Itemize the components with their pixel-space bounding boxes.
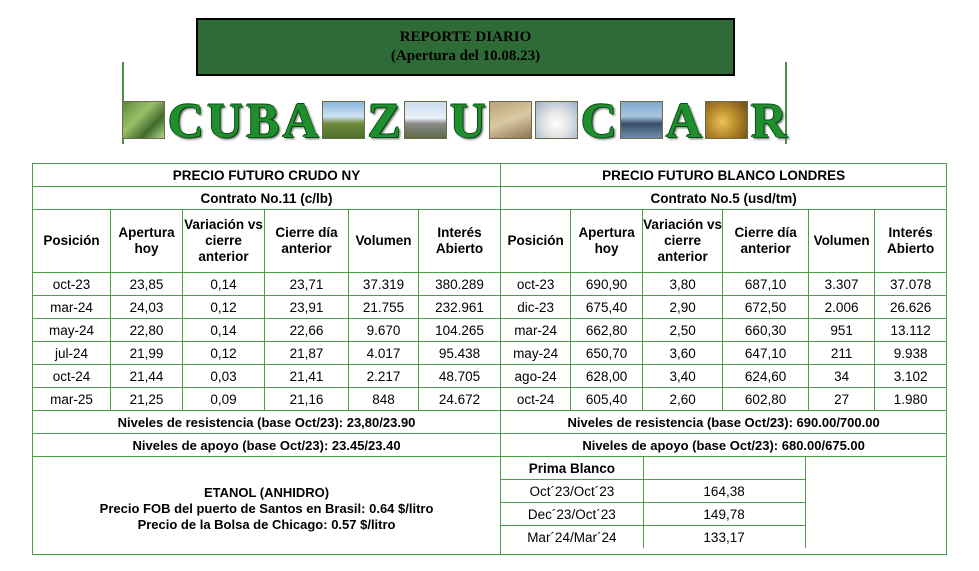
london-cell: 2.006 <box>809 296 875 319</box>
london-col-interes: Interés Abierto <box>875 210 947 273</box>
london-cell: 1.980 <box>875 388 947 411</box>
ny-cell: 0,14 <box>183 319 265 342</box>
london-cell: 13.112 <box>875 319 947 342</box>
report-title: REPORTE DIARIO <box>399 29 532 45</box>
ny-cell: 21,25 <box>111 388 183 411</box>
white-sugar-photo-icon <box>535 101 578 139</box>
london-col-variacion: Variación vs cierre anterior <box>643 210 723 273</box>
prima-period: Dec´23/Oct´23 <box>501 503 643 526</box>
ny-cell: 0,03 <box>183 365 265 388</box>
ny-cell: 4.017 <box>349 342 419 365</box>
ny-cell: 0,12 <box>183 296 265 319</box>
etanol-chicago-price: Precio de la Bolsa de Chicago: 0.57 $/litro <box>137 516 396 532</box>
london-cell: 602,80 <box>723 388 809 411</box>
cargo-ship-photo-icon <box>620 101 663 139</box>
ny-cell: may-24 <box>33 319 111 342</box>
ny-support-levels: Niveles de apoyo (base Oct/23): 23.45/23.40 <box>33 434 501 457</box>
ny-cell: 0,14 <box>183 273 265 296</box>
london-col-volumen: Volumen <box>809 210 875 273</box>
ny-col-variacion: Variación vs cierre anterior <box>183 210 265 273</box>
prima-title: Prima Blanco <box>501 457 643 480</box>
cane-field-photo-icon <box>322 101 365 139</box>
ny-cell: 23,71 <box>265 273 349 296</box>
london-cell: mar-24 <box>501 319 571 342</box>
logo-letter-a: A <box>282 92 319 148</box>
london-cell: 3.102 <box>875 365 947 388</box>
prima-blank-area <box>805 457 946 548</box>
london-cell: may-24 <box>501 342 571 365</box>
ny-cell: 21.755 <box>349 296 419 319</box>
london-cell: 660,30 <box>723 319 809 342</box>
report-date: (Apertura del 10.08.23) <box>390 48 541 64</box>
ny-col-volumen: Volumen <box>349 210 419 273</box>
prima-value: 164,38 <box>643 480 805 503</box>
logo-letter-r: R <box>750 92 788 148</box>
london-contract: Contrato No.5 (usd/tm) <box>501 187 947 210</box>
logo-letter-z: Z <box>367 92 401 148</box>
london-cell: 2,50 <box>643 319 723 342</box>
ny-cell: 2.217 <box>349 365 419 388</box>
prima-value: 149,78 <box>643 503 805 526</box>
logo-letter-c2: C <box>580 92 617 148</box>
london-cell: 951 <box>809 319 875 342</box>
table-row <box>33 273 947 296</box>
table-row <box>33 388 947 411</box>
sugar-mill-photo-icon <box>404 101 447 139</box>
london-cell: 2,90 <box>643 296 723 319</box>
ny-cell: 95.438 <box>419 342 501 365</box>
etanol-title: ETANOL (ANHIDRO) <box>203 484 330 500</box>
ny-col-interes: Interés Abierto <box>419 210 501 273</box>
logo-letter-a2: A <box>665 92 702 148</box>
ny-contract: Contrato No.11 (c/lb) <box>33 187 501 210</box>
ny-cell: 104.265 <box>419 319 501 342</box>
london-cell: ago-24 <box>501 365 571 388</box>
london-cell: 624,60 <box>723 365 809 388</box>
london-support-levels: Niveles de apoyo (base Oct/23): 680.00/675.00 <box>501 434 947 457</box>
futures-price-table <box>32 163 947 555</box>
london-cell: 211 <box>809 342 875 365</box>
london-resistance-levels: Niveles de resistencia (base Oct/23): 690.00/700.00 <box>501 411 947 434</box>
london-cell: dic-23 <box>501 296 571 319</box>
ny-col-apertura: Apertura hoy <box>111 210 183 273</box>
gold-coins-photo-icon <box>705 101 748 139</box>
london-col-posicion: Posición <box>501 210 571 273</box>
logo-letter-u: U <box>207 92 244 148</box>
ny-cell: 0,12 <box>183 342 265 365</box>
london-cell: 605,40 <box>571 388 643 411</box>
ny-cell: 24,03 <box>111 296 183 319</box>
london-cell: 628,00 <box>571 365 643 388</box>
london-cell: oct-23 <box>501 273 571 296</box>
ny-cell: 9.670 <box>349 319 419 342</box>
ny-cell: 22,66 <box>265 319 349 342</box>
prima-section <box>501 457 947 555</box>
london-cell: 662,80 <box>571 319 643 342</box>
london-cell: 3.307 <box>809 273 875 296</box>
london-cell: 672,50 <box>723 296 809 319</box>
ny-cell: mar-25 <box>33 388 111 411</box>
ny-cell: 37.319 <box>349 273 419 296</box>
ny-cell: 48.705 <box>419 365 501 388</box>
prima-value: 133,17 <box>643 526 805 549</box>
london-cell: 2,60 <box>643 388 723 411</box>
ny-col-cierre: Cierre día anterior <box>265 210 349 273</box>
london-title: PRECIO FUTURO BLANCO LONDRES <box>501 164 947 187</box>
cubazucar-logo <box>122 92 787 148</box>
ny-cell: 21,99 <box>111 342 183 365</box>
ny-cell: 21,44 <box>111 365 183 388</box>
ny-cell: oct-23 <box>33 273 111 296</box>
london-cell: 3,80 <box>643 273 723 296</box>
ny-cell: 848 <box>349 388 419 411</box>
ny-cell: 21,41 <box>265 365 349 388</box>
ny-cell: 24.672 <box>419 388 501 411</box>
sugar-sack-photo-icon <box>489 101 532 139</box>
table-row <box>33 319 947 342</box>
ny-cell: 23,85 <box>111 273 183 296</box>
ny-resistance-levels: Niveles de resistencia (base Oct/23): 23,80/23.90 <box>33 411 501 434</box>
london-cell: 27 <box>809 388 875 411</box>
london-cell: 34 <box>809 365 875 388</box>
ny-cell: 380.289 <box>419 273 501 296</box>
prima-blanco-table <box>501 457 946 548</box>
london-cell: 3,60 <box>643 342 723 365</box>
table-row <box>33 365 947 388</box>
ny-cell: 21,16 <box>265 388 349 411</box>
prima-period: Oct´23/Oct´23 <box>501 480 643 503</box>
logo-letter-u2: U <box>449 92 486 148</box>
london-cell: 650,70 <box>571 342 643 365</box>
london-cell: 37.078 <box>875 273 947 296</box>
ny-cell: 22,80 <box>111 319 183 342</box>
ny-col-posicion: Posición <box>33 210 111 273</box>
logo-letter-c: C <box>167 92 205 148</box>
table-row <box>33 296 947 319</box>
london-cell: 9.938 <box>875 342 947 365</box>
sugarcane-photo-icon <box>122 101 165 139</box>
london-cell: oct-24 <box>501 388 571 411</box>
london-cell: 687,10 <box>723 273 809 296</box>
prima-period: Mar´24/Mar´24 <box>501 526 643 549</box>
ny-cell: 232.961 <box>419 296 501 319</box>
ny-cell: 23,91 <box>265 296 349 319</box>
london-col-apertura: Apertura hoy <box>571 210 643 273</box>
ny-cell: jul-24 <box>33 342 111 365</box>
london-col-cierre: Cierre día anterior <box>723 210 809 273</box>
ny-cell: oct-24 <box>33 365 111 388</box>
london-cell: 647,10 <box>723 342 809 365</box>
logo-letter-b: B <box>246 92 280 148</box>
london-cell: 26.626 <box>875 296 947 319</box>
ny-cell: 0,09 <box>183 388 265 411</box>
london-cell: 675,40 <box>571 296 643 319</box>
ny-cell: 21,87 <box>265 342 349 365</box>
etanol-section <box>33 457 501 555</box>
london-cell: 690,90 <box>571 273 643 296</box>
ny-cell: mar-24 <box>33 296 111 319</box>
london-cell: 3,40 <box>643 365 723 388</box>
prima-empty-cell <box>643 457 805 480</box>
etanol-santos-price: Precio FOB del puerto de Santos en Brasil: 0.64 $/litro <box>99 500 434 516</box>
ny-title: PRECIO FUTURO CRUDO NY <box>33 164 501 187</box>
table-row <box>33 342 947 365</box>
